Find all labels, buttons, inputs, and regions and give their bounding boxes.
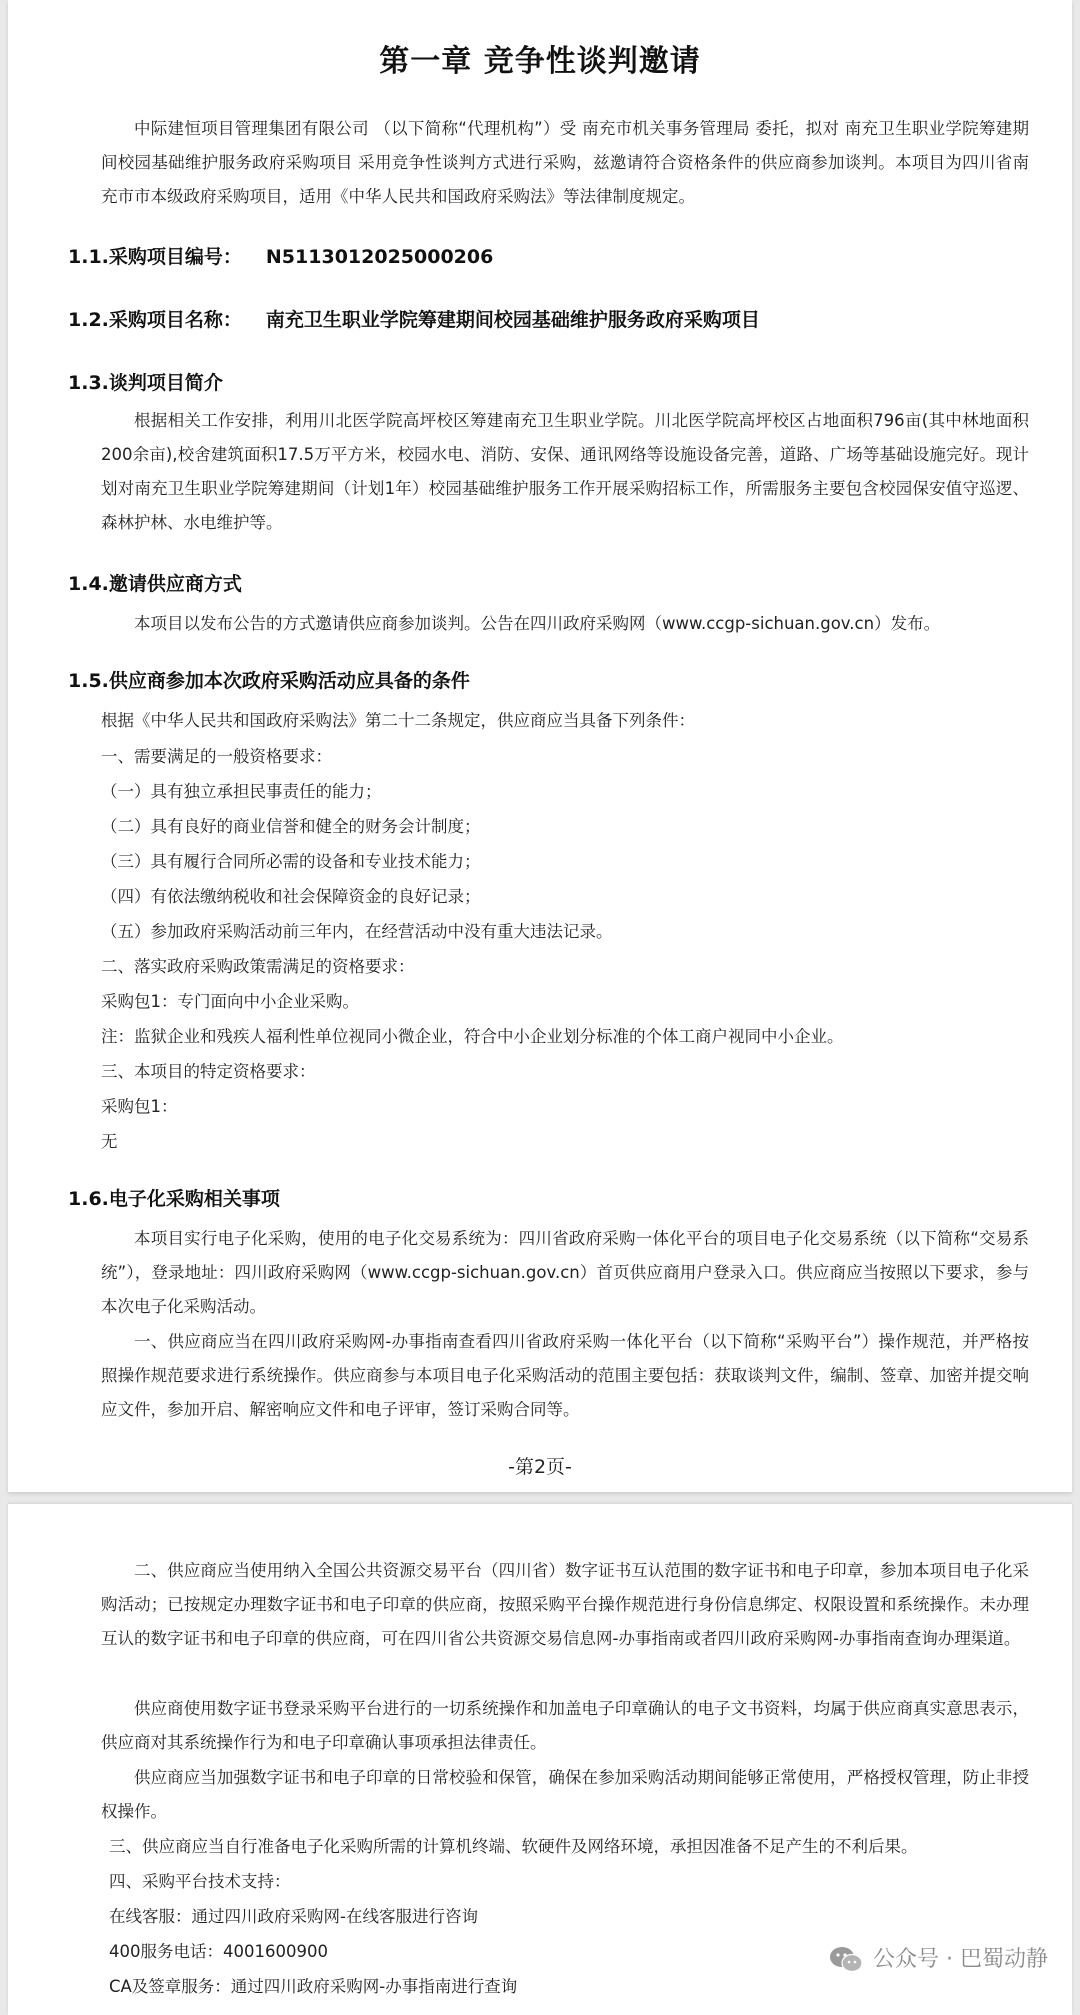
service-phone-line: 400服务电话：4001600900: [109, 1942, 328, 1961]
section-number: 1.2.: [68, 309, 109, 331]
condition-line: （五）参加政府采购活动前三年内，在经营活动中没有重大违法记录。: [101, 922, 613, 941]
section-label: 谈判项目简介: [108, 372, 223, 394]
section-1-5-heading: [68, 664, 1028, 698]
watermark-text: 公众号 · 巴蜀动静: [873, 1947, 1048, 1972]
section-1-3-heading: [68, 366, 1028, 400]
condition-line: 无: [101, 1132, 118, 1151]
page2-paragraph-1: 二、供应商应当使用纳入全国公共资源交易平台（四川省）数字证书互认范围的数字证书和电子印章，参加本项目电子化采购活动；已按规定办理数字证书和电子印章的供应商，按照采购平台操作规范进行身份信息绑定、权限设置和系统操作。未办理互认的数字证书和电子印章的供应商，可在四川省公共资源交易信息网-办事指南或者四川政府采购网-办事指南查询办理渠道。: [101, 1561, 1029, 1648]
section-number: 1.3.: [68, 372, 109, 394]
section-label: 采购项目名称：: [108, 309, 242, 331]
section-label: 电子化采购相关事项: [108, 1188, 280, 1210]
section-number: 1.5.: [68, 670, 109, 692]
section-label: 供应商参加本次政府采购活动应具备的条件: [108, 670, 470, 692]
section-1-1-heading: [68, 240, 1028, 274]
condition-line: （四）有依法缴纳税收和社会保障资金的良好记录；: [101, 887, 481, 906]
section-number: 1.1.: [68, 246, 109, 268]
condition-line: （一）具有独立承担民事责任的能力；: [101, 782, 382, 801]
section-1-4-body: 本项目以发布公告的方式邀请供应商参加谈判。公告在四川政府采购网（www.ccgp-sichuan.gov.cn）发布。: [134, 614, 941, 633]
page-number: -第2页-: [508, 1456, 572, 1478]
page2-line-4: 三、供应商应当自行准备电子化采购所需的计算机终端、软硬件及网络环境，承担因准备不足产生的不利后果。: [109, 1837, 918, 1856]
condition-line: 二、落实政府采购政策需满足的资格要求：: [101, 957, 415, 976]
condition-line: 一、需要满足的一般资格要求：: [101, 747, 332, 766]
section-number: 1.4.: [68, 573, 109, 595]
section-1-6-heading: [68, 1182, 1028, 1216]
section-1-2-heading: [68, 303, 1028, 337]
section-number: 1.6.: [68, 1188, 109, 1210]
document-page-1: [8, 0, 1072, 1492]
section-1-4-heading: [68, 567, 1028, 601]
page2-paragraph-3: 供应商应当加强数字证书和电子印章的日常校验和保管，确保在参加采购活动期间能够正常使用，严格授权管理，防止非授权操作。: [101, 1768, 1029, 1821]
ca-service-line: CA及签章服务：通过四川政府采购网-办事指南进行查询: [109, 1977, 518, 1996]
chapter-title: 第一章 竞争性谈判邀请: [379, 44, 701, 79]
wechat-icon: [829, 1946, 863, 1974]
condition-line: 采购包1：: [101, 1097, 178, 1116]
section-1-3-body: 根据相关工作安排，利用川北医学院高坪校区筹建南充卫生职业学院。川北医学院高坪校区占地面积796亩(其中林地面积200余亩),校舍建筑面积17.5万平方米，校园水电、消防、安保、通讯网络等设施设备完善，道路、广场等基础设施完好。现计划对南充卫生职业学院筹建期间（计划1年）校园基础维护服务工作开展采购招标工作，所需服务主要包含校园保安值守巡逻、森林护林、水电维护等。: [101, 411, 1029, 532]
section-label: 采购项目编号：: [108, 246, 242, 268]
condition-line: （三）具有履行合同所必需的设备和专业技术能力；: [101, 852, 481, 871]
condition-line: 采购包1：专门面向中小企业采购。: [101, 992, 359, 1011]
condition-line: 三、本项目的特定资格要求：: [101, 1062, 316, 1081]
section-1-6-paragraph-1: 本项目实行电子化采购，使用的电子化交易系统为：四川省政府采购一体化平台的项目电子化交易系统（以下简称“交易系统”），登录地址：四川政府采购网（www.ccgp-sichuan.gov.cn）首页供应商用户登录入口。供应商应当按照以下要求，参与本次电子化采购活动。: [101, 1229, 1029, 1316]
page2-line-5: 四、采购平台技术支持：: [109, 1872, 291, 1891]
watermark: [829, 1944, 1048, 1976]
intro-paragraph: 中际建恒项目管理集团有限公司 （以下简称“代理机构”）受 南充市机关事务管理局 委托，拟对 南充卫生职业学院筹建期间校园基础维护服务政府采购项目 采用竞争性谈判方式进行采购，兹邀请符合资格条件的供应商参加谈判。本项目为四川省南充市市本级政府采购项目，适用《中华人民共和国政府采购法》等法律制度规定。: [101, 119, 1029, 206]
project-number: N5113012025000206: [265, 246, 494, 268]
condition-line: 注：监狱企业和残疾人福利性单位视同小微企业，符合中小企业划分标准的个体工商户视同中小企业。: [101, 1027, 844, 1046]
condition-line: 根据《中华人民共和国政府采购法》第二十二条规定，供应商应当具备下列条件：: [101, 711, 695, 730]
document-page-2: [8, 1504, 1072, 2015]
page2-paragraph-2: 供应商使用数字证书登录采购平台进行的一切系统操作和加盖电子印章确认的电子文书资料，均属于供应商真实意思表示，供应商对其系统操作行为和电子印章确认事项承担法律责任。: [101, 1699, 1029, 1752]
section-1-6-paragraph-2: 一、供应商应当在四川政府采购网-办事指南查看四川省政府采购一体化平台（以下简称“采购平台”）操作规范，并严格按照操作规范要求进行系统操作。供应商参与本项目电子化采购活动的范围主要包括：获取谈判文件，编制、签章、加密并提交响应文件，参加开启、解密响应文件和电子评审，签订采购合同等。: [101, 1332, 1029, 1419]
condition-line: （二）具有良好的商业信誉和健全的财务会计制度；: [101, 817, 481, 836]
online-service-line: 在线客服：通过四川政府采购网-在线客服进行咨询: [109, 1907, 478, 1926]
section-label: 邀请供应商方式: [108, 573, 242, 595]
project-name: 南充卫生职业学院筹建期间校园基础维护服务政府采购项目: [265, 309, 760, 331]
